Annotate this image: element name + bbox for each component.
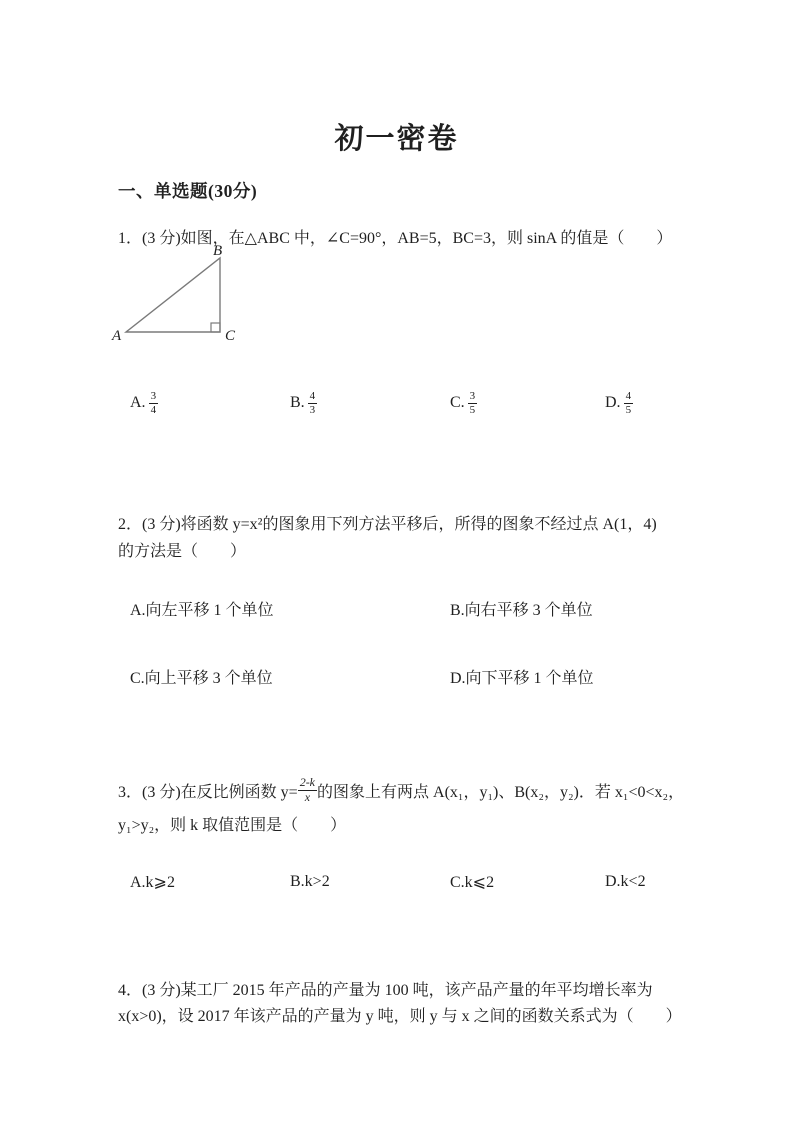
vertex-label-a: A (112, 328, 122, 344)
question-4-text-line1: 4．(3 分)某工厂 2015 年产品的产量为 100 吨，该产品产量的年平均增长率为 (118, 982, 653, 999)
q2-option-d: D.向下平移 1 个单位 (450, 670, 594, 687)
question-2-options-row2 (118, 665, 750, 688)
fraction-denominator: 5 (625, 403, 632, 416)
q3-option-c: C.k⩽2 (450, 874, 495, 891)
vertex-label-c: C (225, 328, 236, 344)
fraction-numerator: 3 (469, 390, 476, 402)
question-1-figure (108, 244, 258, 348)
q1-option-c-label: C. (450, 394, 465, 412)
fraction-numerator: 2-k (299, 775, 316, 790)
q1-option-d-label: D. (605, 394, 621, 412)
question-3-options (118, 872, 750, 892)
q3-option-d: D.k<2 (605, 873, 646, 890)
question-2-text-line2: 的方法是（ ） (118, 543, 247, 560)
q2-option-b: B.向右平移 3 个单位 (450, 602, 593, 619)
triangle-figure (108, 244, 258, 348)
question-1-text: 1．(3 分)如图，在△ABC 中，∠C=90°，AB=5，BC=3，则 sinA 的值是（ ） (118, 230, 673, 247)
q3-option-b: B.k>2 (290, 873, 330, 890)
fraction-numerator: 4 (625, 390, 632, 402)
q3-line1-before: 3．(3 分)在反比例函数 y= (118, 783, 298, 801)
question-1-options (118, 390, 750, 416)
fraction-denominator: 3 (309, 403, 316, 416)
q1-option-b-fraction (308, 390, 318, 416)
fraction-numerator: 3 (150, 390, 157, 402)
q1-option-a-fraction (149, 390, 159, 416)
section-heading: 一、单选题(30分) (118, 181, 258, 201)
q1-option-d-fraction (624, 390, 634, 416)
q3-line1-after: 的图象上有两点 A(x₁，y₁)、B(x₂，y₂)．若 x₁<0<x₂， (317, 783, 685, 801)
fraction-denominator: x (304, 789, 311, 804)
q1-option-c (450, 390, 605, 416)
q3-inline-fraction (298, 776, 317, 803)
question-2-text-line1: 2．(3 分)将函数 y=x²的图象用下列方法平移后，所得的图象不经过点 A(1，4) (118, 516, 657, 533)
q1-option-c-fraction (468, 390, 478, 416)
q3-option-a: A.k⩾2 (130, 874, 175, 891)
triangle-outline (126, 258, 220, 332)
q2-option-c: C.向上平移 3 个单位 (130, 670, 273, 687)
fraction-denominator: 4 (150, 403, 157, 416)
q1-option-b (290, 390, 450, 416)
page-title: 初一密卷 (334, 123, 459, 155)
right-angle-marker (211, 323, 220, 332)
question-4-text-line2: x(x>0)，设 2017 年该产品的产量为 y 吨，则 y 与 x 之间的函数关系式为（ ） (118, 1008, 682, 1025)
question-3-text-line2: y₁>y₂，则 k 取值范围是（ ） (118, 817, 347, 834)
question-2-options-row1 (118, 597, 750, 620)
q2-option-a: A.向左平移 1 个单位 (130, 602, 274, 619)
fraction-denominator: 5 (469, 403, 476, 416)
q1-option-d (605, 390, 750, 416)
vertex-label-b: B (213, 244, 223, 259)
q1-option-a (130, 390, 290, 416)
q1-option-b-label: B. (290, 394, 305, 412)
q1-option-a-label: A. (130, 394, 146, 412)
fraction-numerator: 4 (309, 390, 316, 402)
question-3-text-line1 (118, 772, 684, 808)
